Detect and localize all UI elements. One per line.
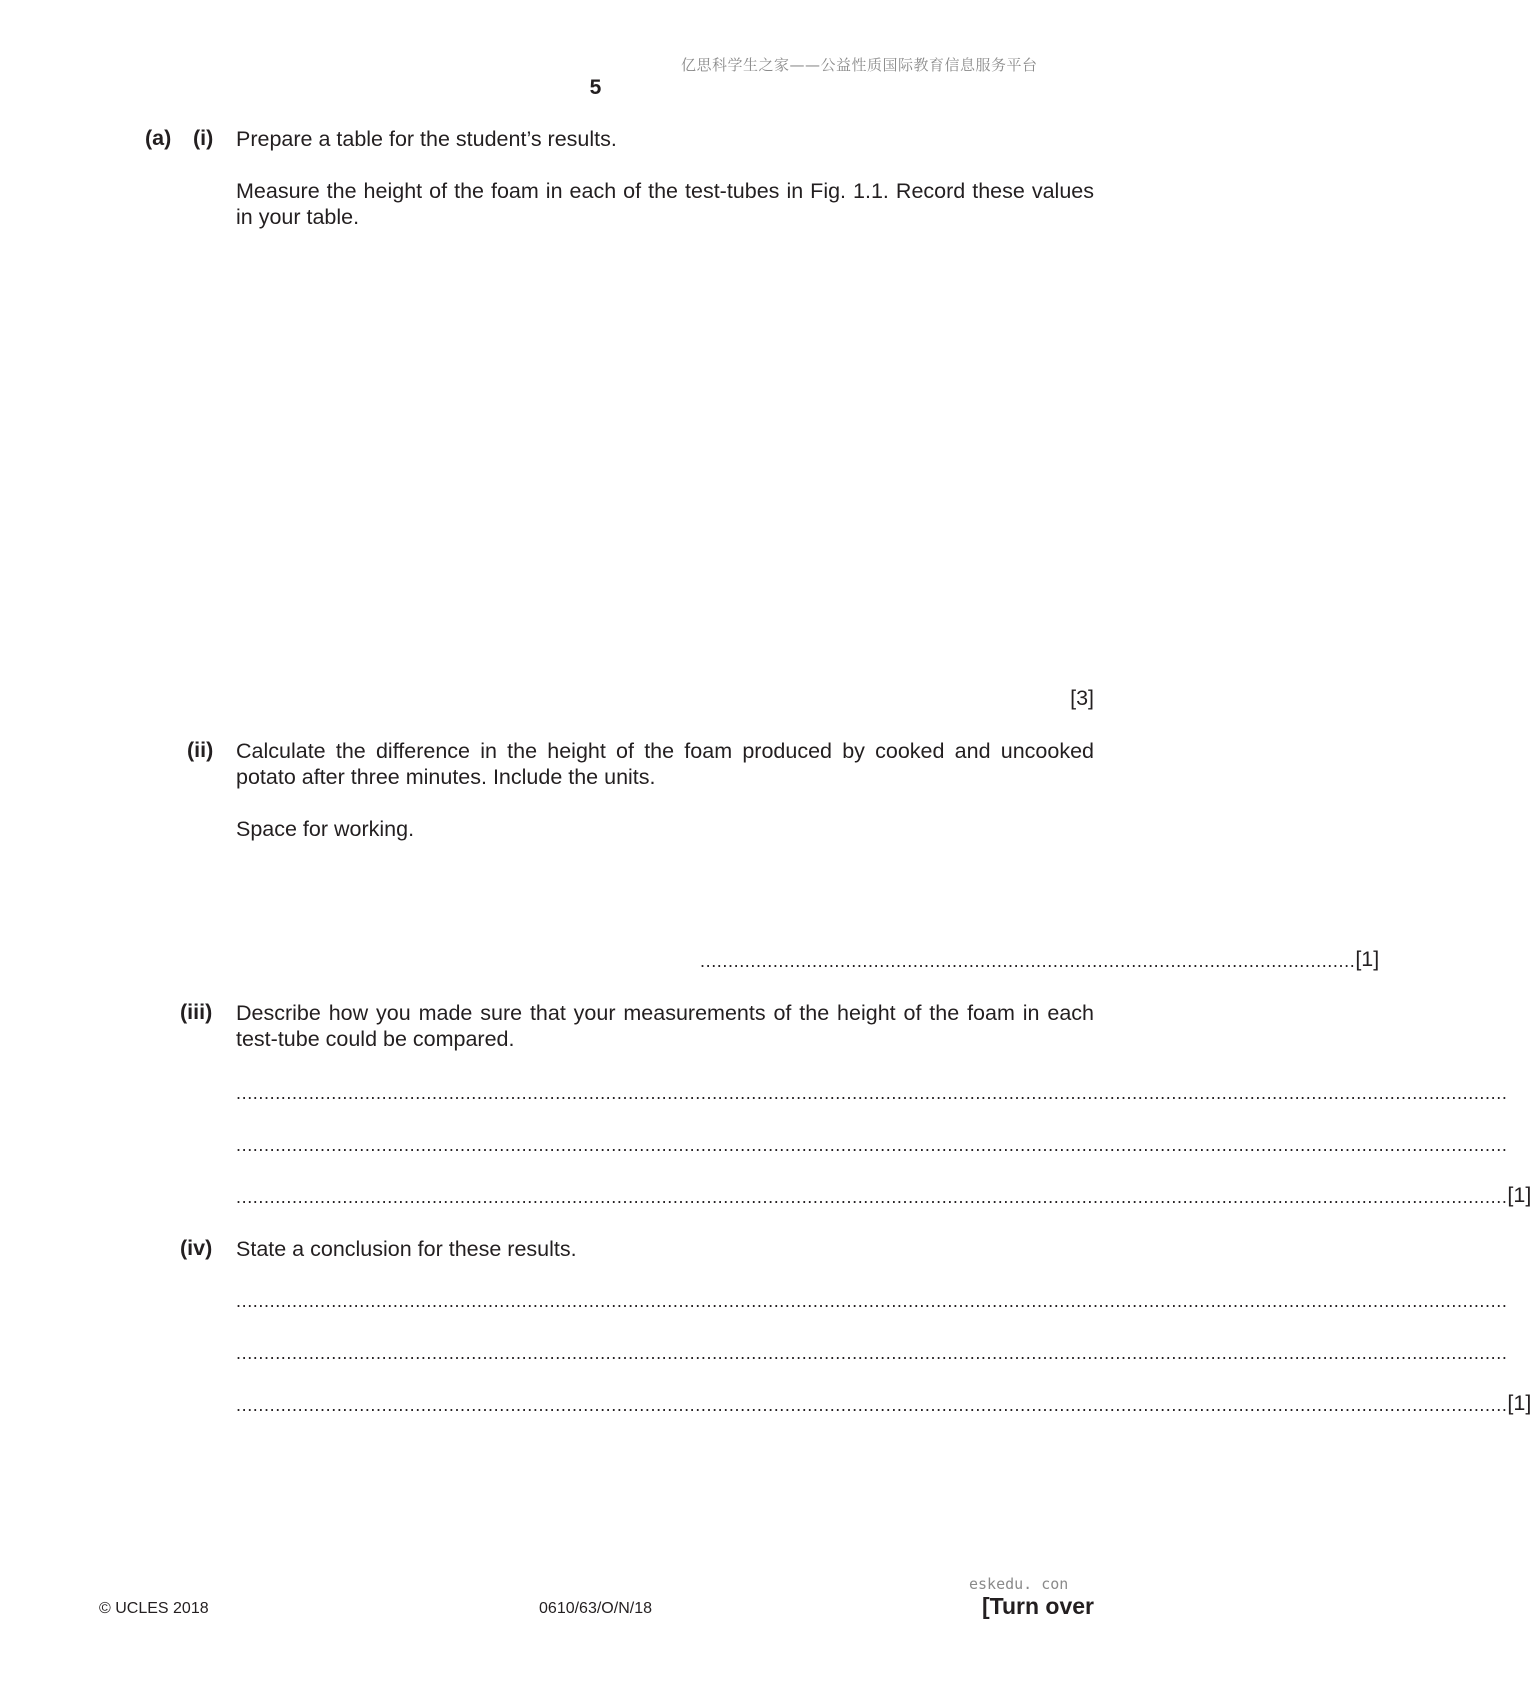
part-iv-answer-line-1[interactable]: ................................................................................................................................................................................................................................... (236, 1291, 1508, 1311)
part-i-instruction: Prepare a table for the student’s results. (236, 127, 617, 151)
part-iii-answer-line-1[interactable]: ................................................................................................................................................................................................................................... (236, 1083, 1508, 1103)
part-iii-instruction: Describe how you made sure that your measurements of the height of the foam in each test-tube could be compared. (236, 1001, 1094, 1051)
part-iv-answer-line-2[interactable]: ................................................................................................................................................................................................................................... (236, 1343, 1508, 1363)
part-ii-label: (ii) (187, 738, 214, 762)
turn-over-label: [Turn over (981, 1593, 1094, 1619)
part-iii-marks: [1] (1507, 1183, 1531, 1207)
part-iii-answer-line-2[interactable]: ................................................................................................................................................................................................................................... (236, 1135, 1508, 1155)
footer-paper-code: 0610/63/O/N/18 (539, 1600, 652, 1617)
part-i-detail: Measure the height of the foam in each of the test-tubes in Fig. 1.1. Record these values in your table. (236, 179, 1094, 229)
table-answer-space[interactable] (236, 240, 1094, 660)
page-number: 5 (589, 76, 602, 99)
footer-copyright: © UCLES 2018 (99, 1600, 209, 1617)
footer-watermark: eskedu. con (969, 1575, 1069, 1593)
part-iii-answer-line-3[interactable]: ................................................................................................................................................................................................................................... [1] (236, 1183, 1531, 1207)
header-watermark: 亿思科学生之家——公益性质国际教育信息服务平台 (681, 56, 1038, 74)
question-a-label: (a) (145, 126, 172, 150)
answer-dots: ..................................................................................................................... (700, 951, 1356, 971)
part-iv-instruction: State a conclusion for these results. (236, 1237, 577, 1261)
part-iv-answer-line-3[interactable]: ................................................................................................................................................................................................................................... [1] (236, 1391, 1531, 1415)
part-iii-label: (iii) (180, 1000, 213, 1024)
part-ii-answer-line[interactable] (700, 946, 1380, 972)
part-i-marks: [3] (1070, 686, 1094, 710)
part-ii-working-label: Space for working. (236, 817, 415, 841)
part-ii-marks: [1] (1355, 947, 1380, 971)
part-i-label: (i) (193, 126, 214, 150)
part-iv-marks: [1] (1507, 1391, 1531, 1415)
part-ii-instruction: Calculate the difference in the height of the foam produced by cooked and uncooked potato after three minutes. Include the units. (236, 739, 1094, 789)
part-iv-label: (iv) (180, 1236, 213, 1260)
